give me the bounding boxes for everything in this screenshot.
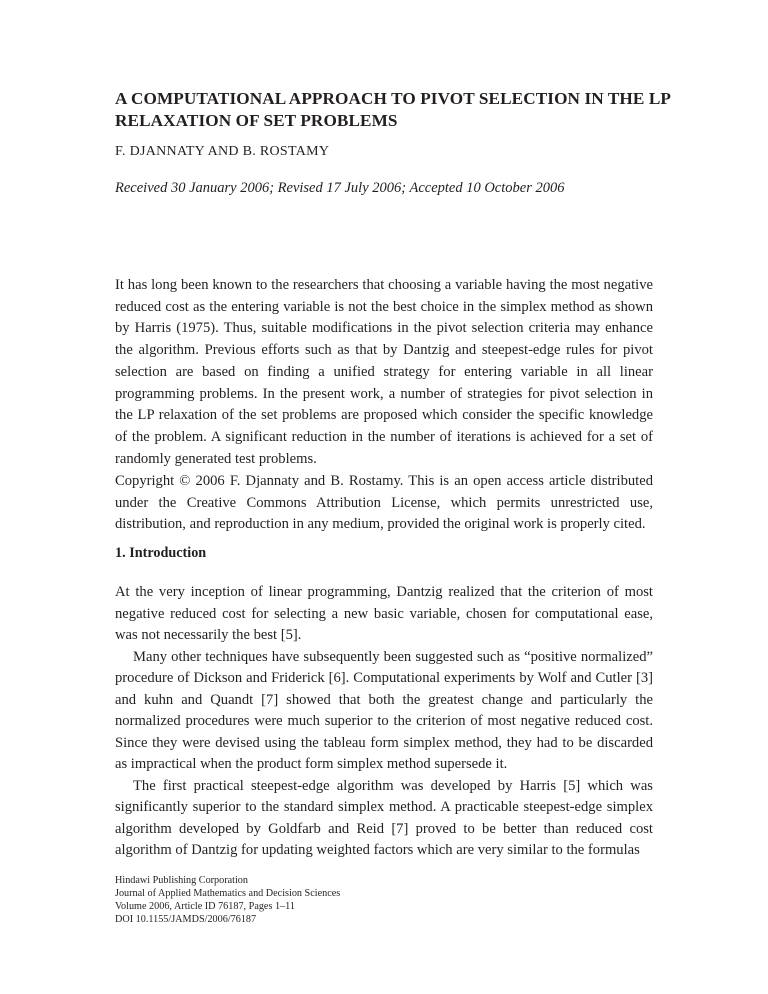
paper-authors: F. DJANNATY AND B. ROSTAMY: [115, 144, 330, 159]
introduction-body: [115, 582, 653, 862]
copyright-notice: Copyright © 2006 F. Djannaty and B. Rostamy. This is an open access article distributed under the Creative Commons Attribution License, which permits unrestricted use, distribution, and reproduction in any medium, provided the original work is properly cited.: [115, 473, 653, 533]
publication-footer: [115, 874, 340, 926]
section-heading-introduction: 1. Introduction: [115, 545, 207, 561]
paper-title: A COMPUTATIONAL APPROACH TO PIVOT SELECTION IN THE LP RELAXATION OF SET PROBLEMS: [115, 89, 671, 130]
abstract-paragraph: It has long been known to the researchers that choosing a variable having the most negative reduced cost as the entering variable is not the best choice in the simplex method as shown by Harris (1975). Thus, suitable modifications in the pivot selection criteria may enhance the algorithm. Previous efforts such as that by Dantzig and steepest-edge rules for pivot selection are based on finding a unified strategy for entering variable in all linear programming problems. In the present work, a number of strategies for pivot selection in the LP relaxation of the set problems are proposed which consider the specific knowledge of the problem. A significant reduction in the number of iterations is achieved for a set of randomly generated test problems.: [115, 277, 653, 467]
intro-paragraph: Many other techniques have subsequently been suggested such as “positive normalized” procedure of Dickson and Friderick [6]. Computational experiments by Wolf and Cutler [3] and kuhn and Quandt [7] showed that both the greatest change and particularly the normalized procedures were much superior to the criterion of most negative reduced cost. Since they were devised using the tableau form simplex method, they had to be discarded as impractical when the product form simplex method supersede it.: [115, 648, 653, 772]
footer-volume: Volume 2006, Article ID 76187, Pages 1–11: [115, 901, 295, 912]
footer-journal: Journal of Applied Mathematics and Decision Sciences: [115, 888, 341, 899]
footer-publisher: Hindawi Publishing Corporation: [115, 875, 248, 886]
intro-paragraph: At the very inception of linear programming, Dantzig realized that the criterion of most negative reduced cost for selecting a new basic variable, chosen for computational ease, was not necessarily the best [5].: [115, 584, 653, 643]
intro-paragraph: The first practical steepest-edge algorithm was developed by Harris [5] which was significantly superior to the standard simplex method. A practicable steepest-edge simplex algorithm developed by Goldfarb and Reid [7] proved to be better than reduced cost algorithm of Dantzig for updating weighted factors which are very similar to the formulas: [115, 777, 653, 858]
footer-doi: DOI 10.1155/JAMDS/2006/76187: [115, 914, 257, 925]
received-dates: Received 30 January 2006; Revised 17 July 2006; Accepted 10 October 2006: [115, 180, 565, 196]
